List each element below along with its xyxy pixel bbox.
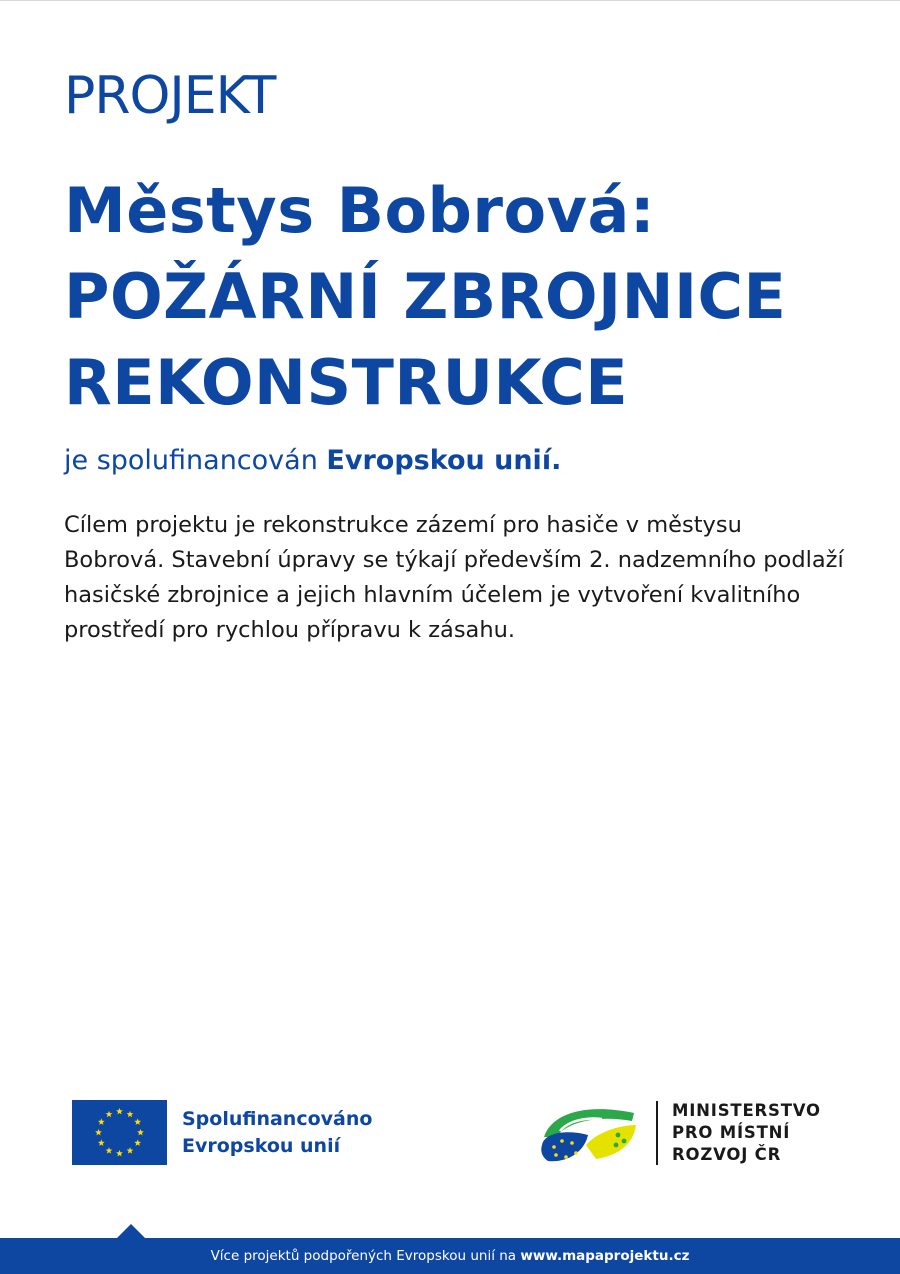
project-description: Cílem projektu je rekonstrukce zázemí pro hasiče v městysu Bobrová. Stavební úpravy se týkají především 2. nadzemního podlaží hasičské zbrojnice a jejich hlavním účelem je vytvoření kvalitního prostředí pro rychlou přípravu k zásahu.	[64, 512, 844, 643]
cofinancing-prefix: je spolufinancován	[64, 445, 318, 476]
title-line-3: REKONSTRUKCE	[64, 346, 629, 419]
ministry-logo-text	[672, 1100, 821, 1166]
eu-logo-text	[182, 1106, 372, 1160]
ministry-logo-line-2: PRO MÍSTNÍ	[672, 1123, 791, 1142]
top-border-line	[0, 0, 900, 1]
project-label: PROJEKT	[64, 66, 276, 126]
cofinancing-emphasis: Evropskou unií.	[326, 445, 562, 476]
eu-logo-line-1: Spolufinancováno	[182, 1107, 373, 1130]
eu-flag-icon	[72, 1100, 167, 1165]
footer-link[interactable]: www.mapaprojektu.cz	[520, 1248, 690, 1264]
ministry-logo	[538, 1100, 821, 1166]
ministry-logo-line-3: ROZVOJ ČR	[672, 1145, 782, 1164]
project-title	[64, 168, 864, 426]
ministry-logo-line-1: MINISTERSTVO	[672, 1101, 821, 1120]
footer-text: Více projektů podpořených Evropskou unií na	[210, 1248, 517, 1264]
cofinancing-statement	[64, 445, 561, 476]
footer-notch	[117, 1224, 145, 1238]
ministry-logo-divider	[656, 1101, 658, 1165]
ministry-emblem-icon	[538, 1101, 638, 1165]
title-line-1: Městys Bobrová:	[64, 174, 656, 247]
eu-logo-line-2: Evropskou unií	[182, 1134, 341, 1157]
title-line-2: POŽÁRNÍ ZBROJNICE	[64, 260, 787, 333]
footer-bar	[0, 1238, 900, 1274]
eu-cofinancing-logo	[72, 1100, 372, 1165]
